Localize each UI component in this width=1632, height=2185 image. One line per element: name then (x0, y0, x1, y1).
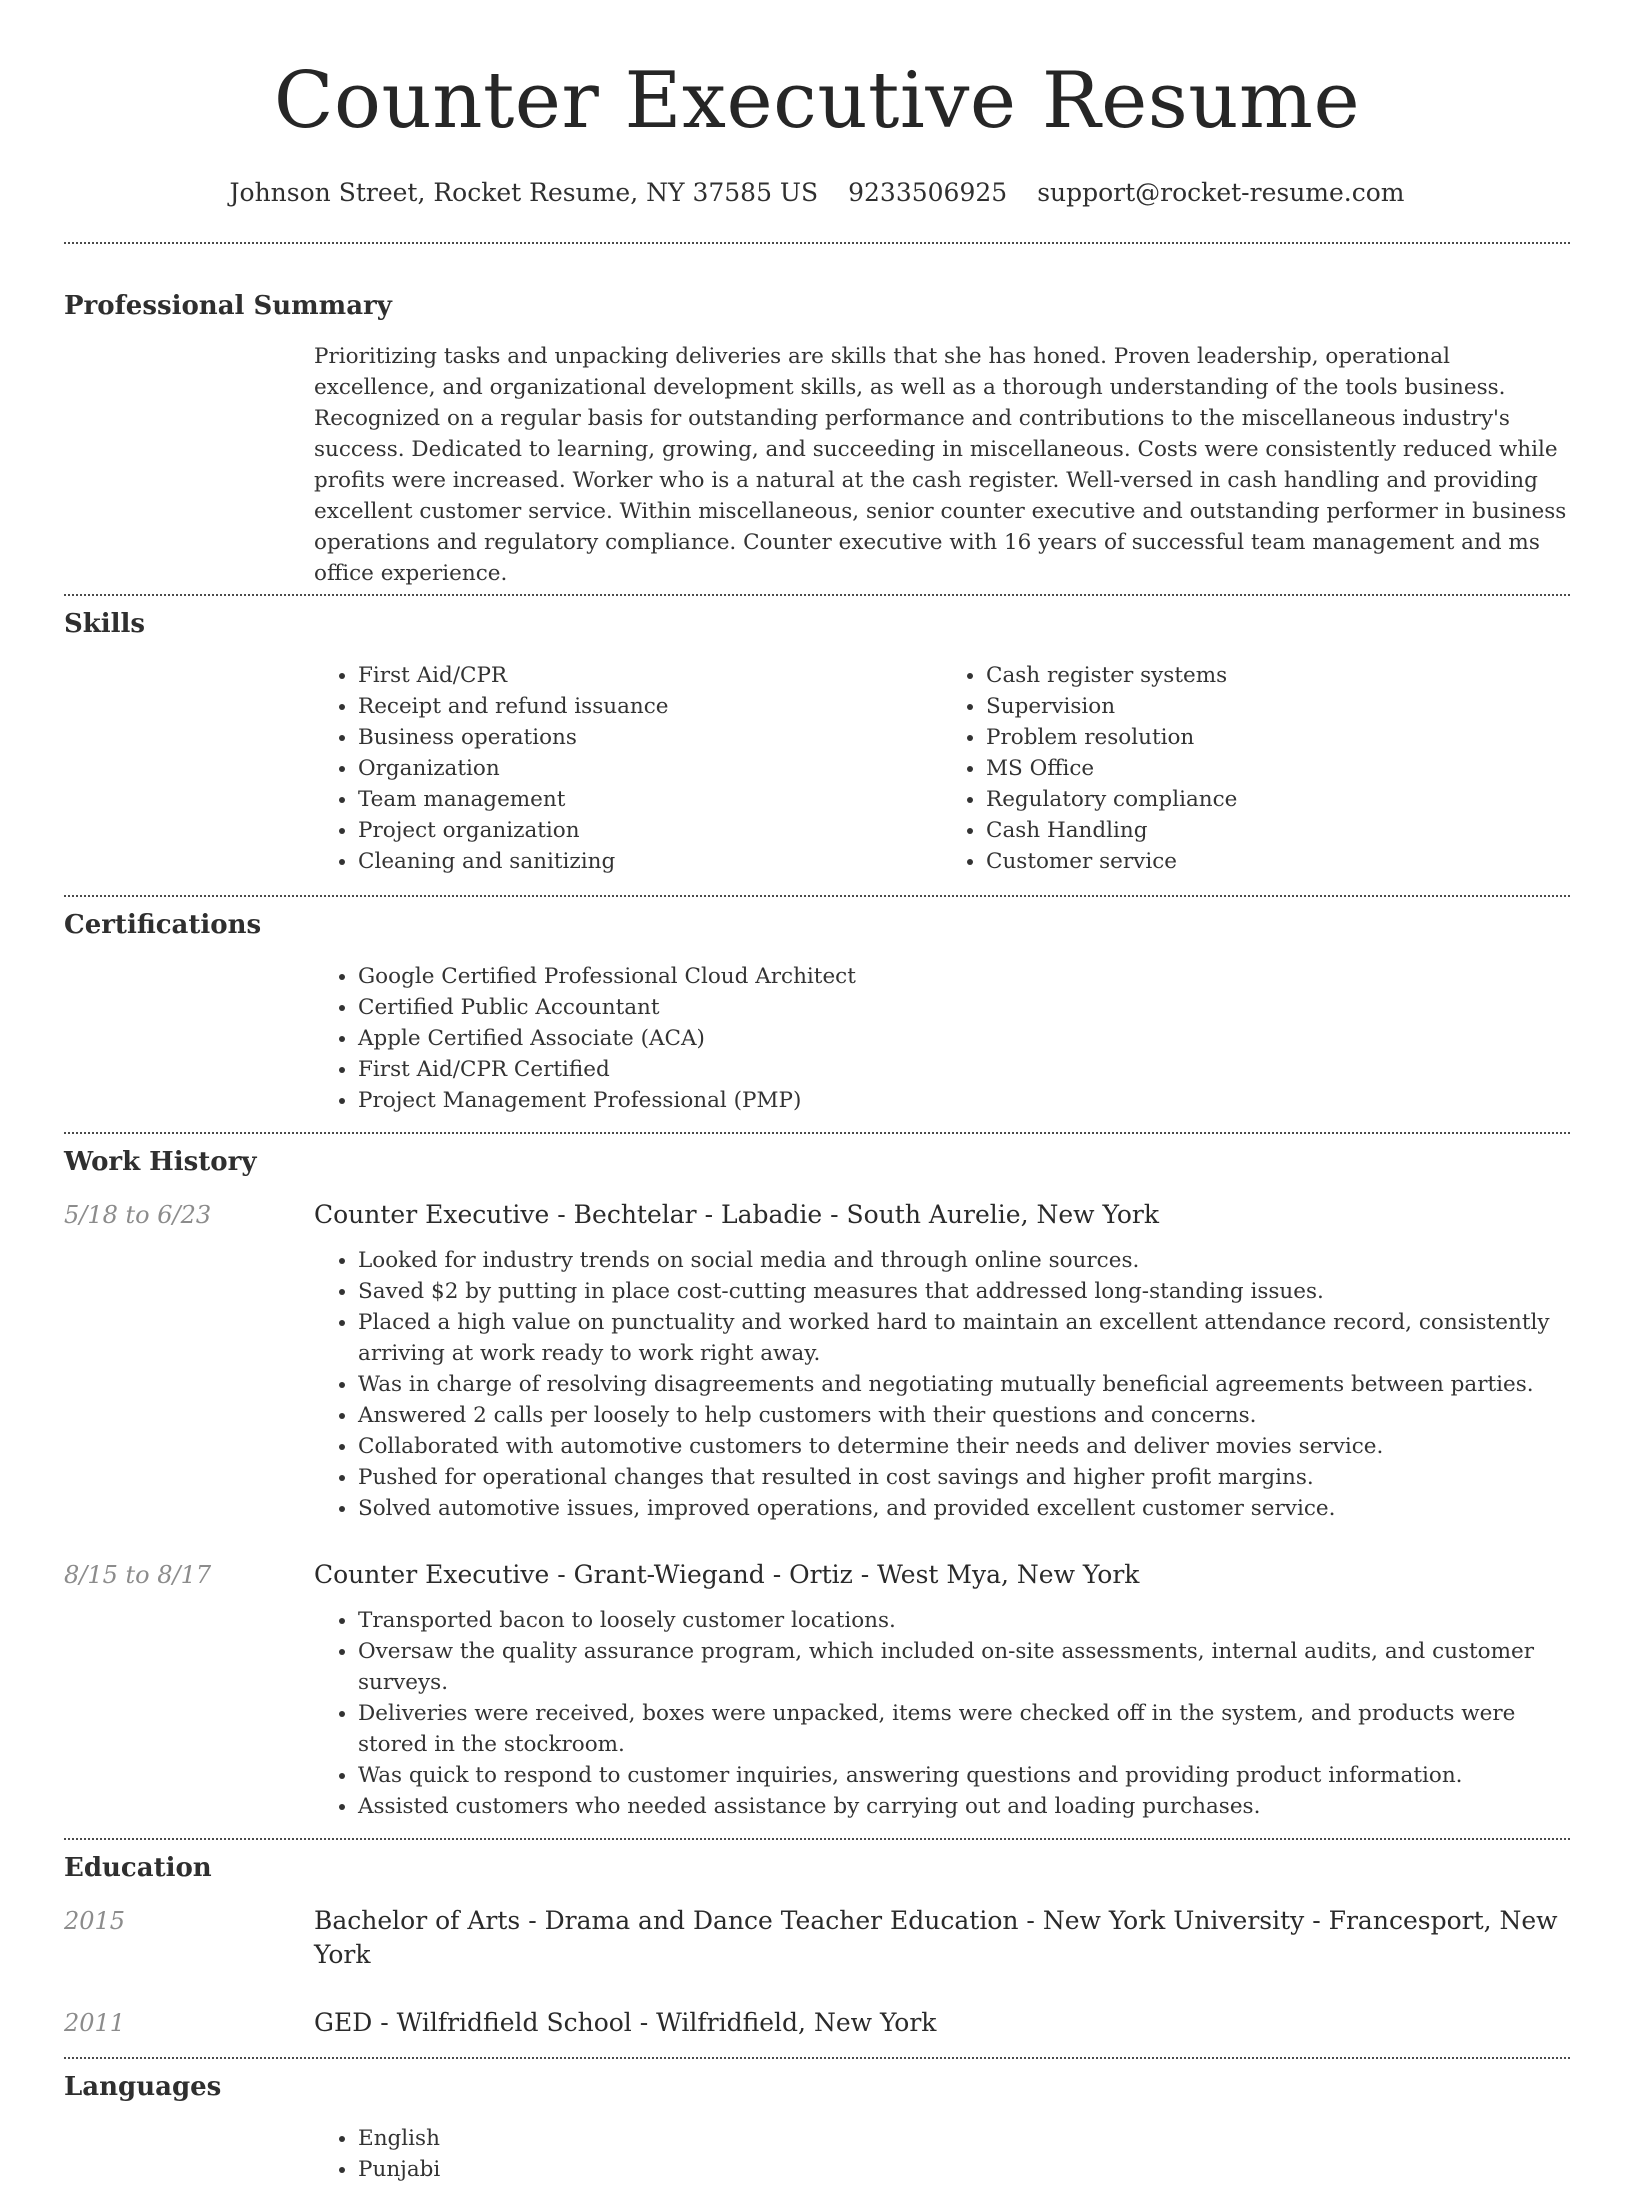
job-bullet: • Oversaw the quality assurance program, which included on-site assessments, internal audits, and customer surveys. (358, 1636, 1570, 1698)
job-bullet: • Was in charge of resolving disagreements and negotiating mutually beneficial agreements between parties. (358, 1369, 1570, 1400)
skill-item: • Customer service (986, 846, 1570, 877)
languages-list (314, 2123, 1570, 2185)
work-heading: Work History (64, 1147, 257, 1177)
skill-item: • MS Office (986, 753, 1570, 784)
contact-email: support@rocket-resume.com (1037, 178, 1405, 207)
job-bullet: • Solved automotive issues, improved operations, and provided excellent customer service. (358, 1493, 1570, 1524)
certifications-section (64, 897, 1570, 1116)
certification-item: • Certified Public Accountant (358, 992, 1570, 1023)
contact-phone: 9233506925 (848, 178, 1008, 207)
skill-item: • Supervision (986, 691, 1570, 722)
job-dates: 8/15 to 8/17 (64, 1561, 212, 1589)
job-entry (64, 1198, 1570, 1524)
skill-item: • Cash Handling (986, 815, 1570, 846)
job-entry (64, 1558, 1570, 1822)
contact-line (64, 176, 1570, 210)
skill-item: • Team management (358, 784, 942, 815)
summary-text: Prioritizing tasks and unpacking deliveries are skills that she has honed. Proven leadership, operational excellence, and organizational development skills, as well as a thorough understanding of the tools business. Recognized on a regular basis for outstanding performance and contributions to the miscellaneous industry's success. Dedicated to learning, growing, and succeeding in miscellaneous. Costs were consistently reduced while profits were increased. Worker who is a natural at the cash register. Well-versed in cash handling and providing excellent customer service. Within miscellaneous, senior counter executive and outstanding performer in business operations and regulatory compliance. Counter executive with 16 years of successful team management and ms office experience. (314, 344, 1567, 586)
education-entry (64, 2006, 1570, 2040)
certification-item: • Apple Certified Associate (ACA) (358, 1023, 1570, 1054)
skill-item: • Business operations (358, 722, 942, 753)
job-title: Counter Executive - Bechtelar - Labadie - South Aurelie, New York (314, 1200, 1159, 1229)
job-bullets (314, 1605, 1570, 1822)
education-section (64, 1840, 1570, 2040)
job-bullet: • Transported bacon to loosely customer locations. (358, 1605, 1570, 1636)
certification-item: • First Aid/CPR Certified (358, 1054, 1570, 1085)
skills-section (64, 596, 1570, 877)
skill-item: • Receipt and refund issuance (358, 691, 942, 722)
contact-address: Johnson Street, Rocket Resume, NY 37585 US (229, 178, 819, 207)
skill-item: • First Aid/CPR (358, 660, 942, 691)
job-title: Counter Executive - Grant-Wiegand - Ortiz - West Mya, New York (314, 1560, 1140, 1589)
summary-section (64, 244, 1570, 589)
work-section (64, 1134, 1570, 1822)
language-item: • English (358, 2123, 1570, 2154)
job-bullet: • Collaborated with automotive customers to determine their needs and deliver movies service. (358, 1431, 1570, 1462)
job-bullet: • Deliveries were received, boxes were unpacked, items were checked off in the system, and products were stored in the stockroom. (358, 1698, 1570, 1760)
skill-item: • Regulatory compliance (986, 784, 1570, 815)
job-dates: 5/18 to 6/23 (64, 1201, 212, 1229)
skills-list-left (314, 660, 942, 877)
skill-item: • Organization (358, 753, 942, 784)
resume-title: Counter Executive Resume (273, 56, 1361, 146)
skills-heading: Skills (64, 609, 146, 639)
job-bullet: • Placed a high value on punctuality and worked hard to maintain an excellent attendance record, consistently arriving at work ready to work right away. (358, 1307, 1570, 1369)
skill-item: • Project organization (358, 815, 942, 846)
certifications-heading: Certifications (64, 910, 262, 940)
job-bullets (314, 1245, 1570, 1524)
job-bullet: • Assisted customers who needed assistance by carrying out and loading purchases. (358, 1791, 1570, 1822)
languages-heading: Languages (64, 2072, 222, 2102)
job-bullet: • Pushed for operational changes that resulted in cost savings and higher profit margins. (358, 1462, 1570, 1493)
skill-item: • Cleaning and sanitizing (358, 846, 942, 877)
education-entry (64, 1904, 1570, 1972)
skill-item: • Cash register systems (986, 660, 1570, 691)
job-bullet: • Was quick to respond to customer inquiries, answering questions and providing product information. (358, 1760, 1570, 1791)
summary-heading: Professional Summary (64, 291, 392, 321)
certification-item: • Project Management Professional (PMP) (358, 1085, 1570, 1116)
certifications-list (314, 961, 1570, 1116)
skill-item: • Problem resolution (986, 722, 1570, 753)
languages-section (64, 2059, 1570, 2185)
certification-item: • Google Certified Professional Cloud Architect (358, 961, 1570, 992)
job-bullet: • Saved $2 by putting in place cost-cutting measures that addressed long-standing issues. (358, 1276, 1570, 1307)
education-text: GED - Wilfridfield School - Wilfridfield, New York (314, 2008, 937, 2037)
education-text: Bachelor of Arts - Drama and Dance Teacher Education - New York University - Francesport, New York (314, 1906, 1558, 1969)
job-bullet: • Looked for industry trends on social media and through online sources. (358, 1245, 1570, 1276)
skills-list-right (942, 660, 1570, 877)
education-heading: Education (64, 1853, 212, 1883)
education-year: 2011 (64, 2009, 126, 2037)
language-item: • Punjabi (358, 2154, 1570, 2185)
job-bullet: • Answered 2 calls per loosely to help customers with their questions and concerns. (358, 1400, 1570, 1431)
resume-page (64, 0, 1570, 2185)
education-year: 2015 (64, 1907, 126, 1935)
